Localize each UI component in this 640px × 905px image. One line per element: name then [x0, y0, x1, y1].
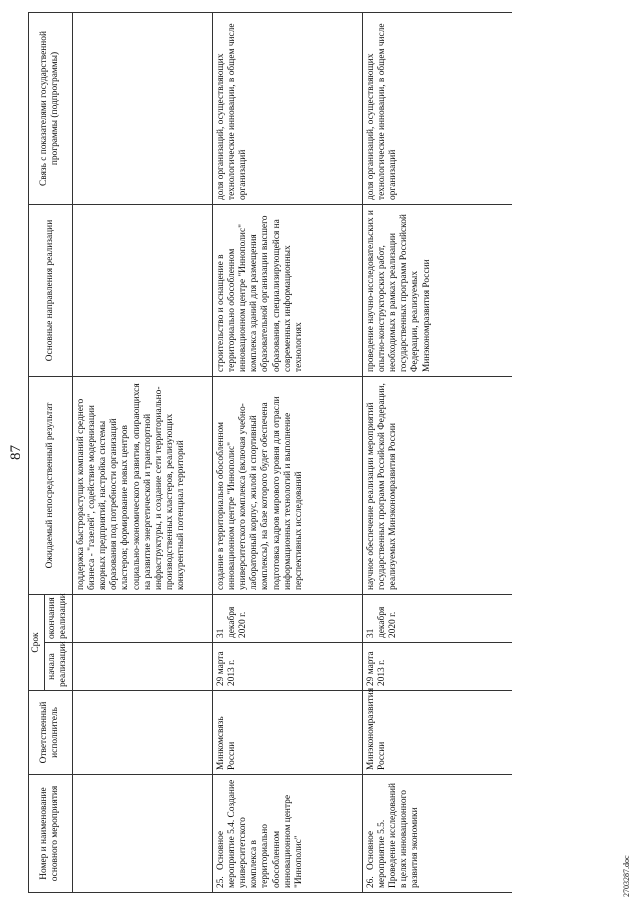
- cell-end: [72, 595, 212, 643]
- cell-end: 31 декабря 2020 г.: [362, 595, 512, 643]
- measure-name: Основное мероприятие 5.5. Проведение исследований в целях инновационного развития экономики: [365, 782, 421, 888]
- cell-result: создание в территориально обособленном инновационном центре "Иннополис" университетского комплекса (включая учебно-лабораторный корпус, жилой и спортивный комплексы), на базе которого будет обеспечена подготовка кадров мирового уровня для отрасли информационных технологий и выполнение перспективных исследований: [212, 377, 362, 595]
- cell-result: поддержка быстрорастущих компаний среднего бизнеса - "газелей", содействие модернизации якорных предприятий, настройка системы образования под потребности организаций кластеров; формирование новых центров социально-экономического развития, опирающихся на развитие энергетической и транспортной инфраструктуры, и создание сети территориально-производственных кластеров, реализующих конкурентный потенциал территорий: [72, 377, 212, 595]
- cell-link: доля организаций, осуществляющих технологические инновации, в общем числе организаций: [362, 13, 512, 205]
- cell-directions: строительство и оснащение в территориально обособленном инновационном центре "Иннополис" комплекса зданий для размещения образовательной организации высшего образования, специализирующейся на современных информационных технологиях: [212, 205, 362, 377]
- header-executor: Ответственный исполнитель: [29, 691, 73, 775]
- cell-start: 29 марта 2013 г.: [362, 643, 512, 691]
- cell-end: 31 декабря 2020 г.: [212, 595, 362, 643]
- cell-name: [212, 775, 362, 893]
- cell-name: [362, 775, 512, 893]
- cell-link: [72, 13, 212, 205]
- cell-name: [72, 775, 212, 893]
- cell-directions: проведение научно-исследовательских и опытно-конструкторских работ, необходимых в рамках реализации государственных программ Российской Федерации, реализуемых Минэкономразвития России: [362, 205, 512, 377]
- cell-start: [72, 643, 212, 691]
- measure-name: Основное мероприятие 5.4. Создание университетского комплекса в территориально обособленном инновационном центре "Иннополис": [215, 779, 305, 888]
- header-directions: Основные направления реализации: [29, 205, 73, 377]
- cell-executor: [72, 691, 212, 775]
- header-start: начала реализации: [45, 643, 72, 691]
- row-number: 26.: [365, 876, 376, 888]
- table-row: [72, 13, 212, 893]
- header-term: Срок: [29, 595, 45, 691]
- row-number: 25.: [215, 876, 226, 888]
- header-result: Ожидаемый непосредственный результат: [29, 377, 73, 595]
- cell-result: научное обеспечение реализации мероприятий государственных программ Российской Федерации, реализуемых Минэкономразвития России: [362, 377, 512, 595]
- cell-executor: Минэкономразвития России: [362, 691, 512, 775]
- cell-directions: [72, 205, 212, 377]
- header-row: [29, 13, 45, 893]
- cell-link: доля организаций, осуществляющих технологические инновации, в общем числе организаций: [212, 13, 362, 205]
- header-link: Связь с показателями государственной программы (подпрограммы): [29, 13, 73, 205]
- cell-executor: Минкомсвязь России: [212, 691, 362, 775]
- cell-start: 29 марта 2013 г.: [212, 643, 362, 691]
- program-measures-table: [28, 12, 512, 893]
- header-number-name: Номер и наименование основного мероприятия: [29, 775, 73, 893]
- table-row: [362, 13, 512, 893]
- page-number: 87: [8, 445, 24, 460]
- header-end: окончания реализации: [45, 595, 72, 643]
- table-row: [212, 13, 362, 893]
- footer-filename: 2703287.doc: [622, 855, 631, 897]
